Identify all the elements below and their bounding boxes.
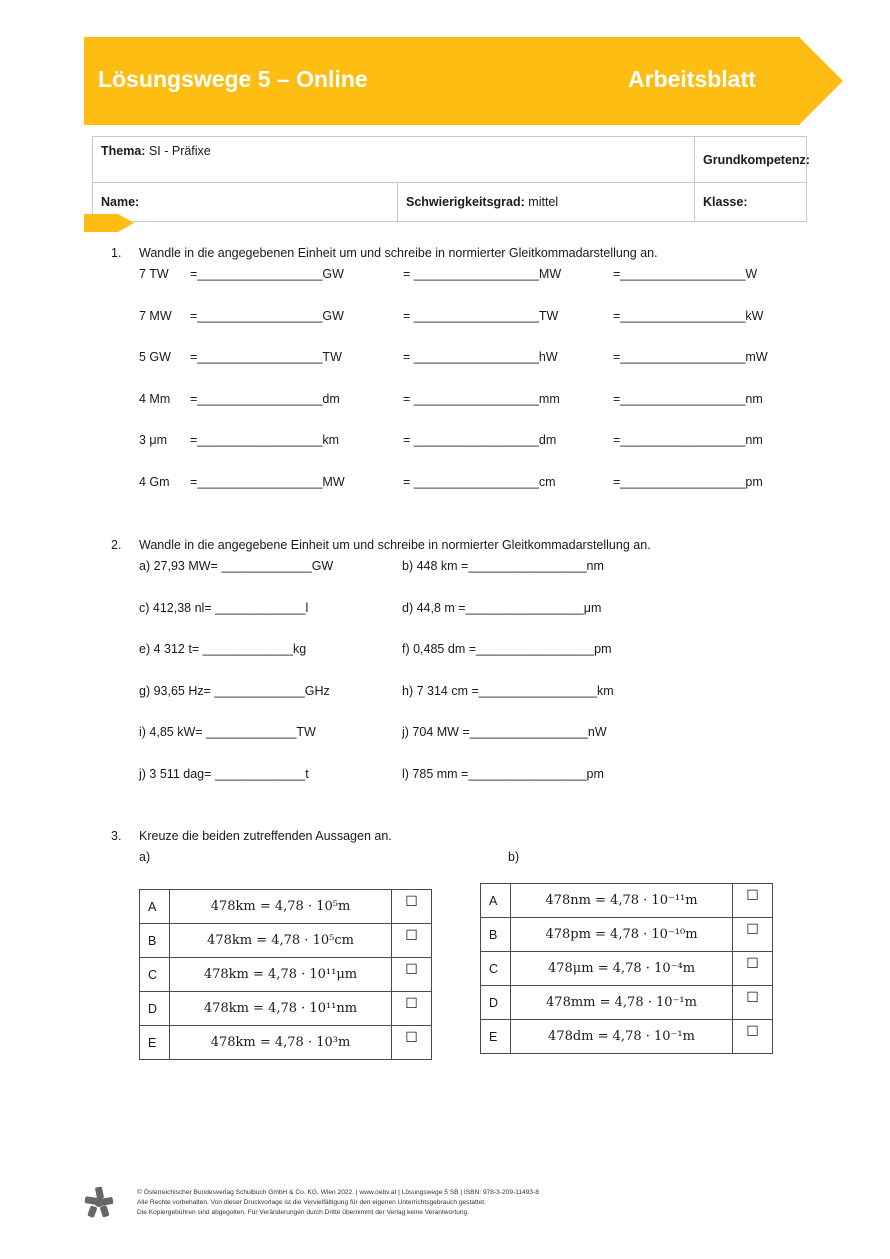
mcq-row xyxy=(481,986,773,1020)
schwierigkeit-cell xyxy=(398,183,695,222)
schwierigkeit-label: Schwierigkeitsgrad: xyxy=(406,195,525,209)
thema-label: Thema: xyxy=(101,144,146,158)
q2-item-left[interactable]: c) 412,38 nl= _____________l xyxy=(139,600,309,615)
klasse-label: Klasse: xyxy=(703,195,748,209)
q1-answer-3[interactable]: =__________________nm xyxy=(613,433,763,448)
mcq-row xyxy=(481,1020,773,1054)
checkbox-icon[interactable]: ☐ xyxy=(733,952,773,986)
checkbox-icon[interactable]: ☐ xyxy=(392,924,432,958)
q2-item-right[interactable]: b) 448 km =_________________nm xyxy=(402,559,604,573)
mcq-letter: D xyxy=(140,992,170,1026)
q2-item-right[interactable]: d) 44,8 m =_________________μm xyxy=(402,600,602,615)
q1-answer-3[interactable]: =__________________nm xyxy=(613,391,763,406)
q2-item-left[interactable]: i) 4,85 kW= _____________TW xyxy=(139,725,316,740)
mcq-letter: B xyxy=(481,918,511,952)
q1-answer-1[interactable]: =__________________GW xyxy=(190,267,344,281)
q3-label-b: b) xyxy=(508,850,520,864)
checkbox-icon[interactable]: ☐ xyxy=(733,918,773,952)
q1-given: 5 GW xyxy=(139,350,171,365)
mcq-letter: E xyxy=(140,1026,170,1060)
checkbox-icon[interactable]: ☐ xyxy=(733,1020,773,1054)
q3-table-b xyxy=(480,883,773,1054)
grundkompetenz-label: Grundkompetenz: xyxy=(703,152,810,167)
q1-answer-3[interactable]: =__________________kW xyxy=(613,308,764,323)
footer-line-3: Die Kopiergebühren sind abgegolten. Für Veränderungen durch Dritte übernimmt der Verlag keine Verantwortung. xyxy=(137,1209,470,1217)
mcq-letter: D xyxy=(481,986,511,1020)
checkbox-icon[interactable]: ☐ xyxy=(392,1026,432,1060)
q1-answer-2[interactable]: = __________________mm xyxy=(403,391,560,406)
q2-item-right[interactable]: j) 704 MW =_________________nW xyxy=(402,725,607,740)
mcq-letter: C xyxy=(140,958,170,992)
q2-item-left[interactable]: e) 4 312 t= _____________kg xyxy=(139,642,307,657)
q1-answer-3[interactable]: =__________________pm xyxy=(613,475,763,489)
mcq-statement: 478km = 4,78 · 10⁵cm xyxy=(170,924,392,958)
mcq-row xyxy=(140,1026,432,1060)
series-title: Lösungswege 5 – Online xyxy=(98,66,368,92)
footer-line-1: © Österreichischer Bundesverlag Schulbuch GmbH & Co. KG, Wien 2022. | www.oebv.at | Lösungswege 5 SB | ISBN: 978-3-209-11493-8 xyxy=(137,1189,539,1196)
q1-number: 1. xyxy=(111,246,122,260)
q1-answer-2[interactable]: = __________________MW xyxy=(403,267,562,281)
q2-item-left[interactable]: a) 27,93 MW= _____________GW xyxy=(139,559,334,573)
schwierigkeit-value: mittel xyxy=(528,195,559,209)
mcq-statement: 478km = 4,78 · 10¹¹μm xyxy=(170,958,392,992)
thema-value: SI - Präfixe xyxy=(148,144,211,158)
mcq-row xyxy=(481,884,773,918)
q3-table-a xyxy=(139,889,432,1060)
mcq-row xyxy=(481,952,773,986)
q2-item-left[interactable]: j) 3 511 dag= _____________t xyxy=(139,767,309,781)
q1-given: 4 Mm xyxy=(139,391,171,406)
checkbox-icon[interactable]: ☐ xyxy=(733,884,773,918)
mcq-statement: 478dm = 4,78 · 10⁻¹m xyxy=(511,1020,733,1054)
q1-given: 3 μm xyxy=(139,433,168,448)
q1-answer-2[interactable]: = __________________hW xyxy=(403,350,558,365)
mcq-letter: C xyxy=(481,952,511,986)
name-cell[interactable] xyxy=(93,183,398,222)
checkbox-icon[interactable]: ☐ xyxy=(392,958,432,992)
footer-copyright xyxy=(137,1188,539,1219)
q1-answer-2[interactable]: = __________________dm xyxy=(403,433,557,448)
thema-cell xyxy=(93,137,695,183)
mcq-letter: E xyxy=(481,1020,511,1054)
q1-answer-2[interactable]: = __________________TW xyxy=(403,308,559,323)
mcq-row xyxy=(140,992,432,1026)
mcq-row xyxy=(140,924,432,958)
q1-given: 7 TW xyxy=(139,267,169,281)
q1-answer-1[interactable]: =__________________km xyxy=(190,433,340,448)
klasse-cell[interactable] xyxy=(695,183,807,222)
footer-line-2: Alle Rechte vorbehalten. Von dieser Druckvorlage ist die Vervielfältigung für den eigenen Unterrichtsgebrauch gestattet. xyxy=(137,1199,486,1207)
q1-given: 4 Gm xyxy=(139,475,170,489)
name-label: Name: xyxy=(101,195,140,209)
q1-answer-1[interactable]: =__________________GW xyxy=(190,308,344,323)
info-table xyxy=(92,136,810,222)
q2-number: 2. xyxy=(111,538,122,552)
q3-number: 3. xyxy=(111,829,122,843)
q2-item-right[interactable]: f) 0,485 dm =_________________pm xyxy=(402,642,612,657)
grundkompetenz-cell[interactable] xyxy=(695,137,810,183)
q1-answer-3[interactable]: =__________________W xyxy=(613,267,758,281)
mcq-row xyxy=(140,890,432,924)
mcq-letter: B xyxy=(140,924,170,958)
q1-answer-2[interactable]: = __________________cm xyxy=(403,475,556,489)
worksheet-title: Arbeitsblatt xyxy=(628,66,756,92)
header-banner-arrow xyxy=(799,37,843,125)
q3-instruction: Kreuze die beiden zutreffenden Aussagen an. xyxy=(139,829,392,843)
mcq-letter: A xyxy=(140,890,170,924)
q1-answer-1[interactable]: =__________________dm xyxy=(190,391,340,406)
mcq-statement: 478pm = 4,78 · 10⁻¹⁰m xyxy=(511,918,733,952)
q1-answer-3[interactable]: =__________________mW xyxy=(613,350,768,365)
section-marker xyxy=(84,214,118,232)
q1-answer-1[interactable]: =__________________TW xyxy=(190,350,342,365)
q2-item-right[interactable]: h) 7 314 cm =_________________km xyxy=(402,683,614,698)
q1-answer-1[interactable]: =__________________MW xyxy=(190,475,345,489)
publisher-logo-icon xyxy=(84,1186,114,1218)
mcq-letter: A xyxy=(481,884,511,918)
mcq-statement: 478μm = 4,78 · 10⁻⁴m xyxy=(511,952,733,986)
q3-label-a: a) xyxy=(139,850,151,864)
q1-given: 7 MW xyxy=(139,308,172,323)
q2-item-right[interactable]: l) 785 mm =_________________pm xyxy=(402,767,604,781)
mcq-statement: 478nm = 4,78 · 10⁻¹¹m xyxy=(511,884,733,918)
mcq-statement: 478km = 4,78 · 10³m xyxy=(170,1026,392,1060)
q1-instruction: Wandle in die angegebenen Einheit um und schreibe in normierter Gleitkommadarstellung an. xyxy=(139,246,658,260)
q2-item-left[interactable]: g) 93,65 Hz= _____________GHz xyxy=(139,683,330,698)
mcq-statement: 478mm = 4,78 · 10⁻¹m xyxy=(511,986,733,1020)
q2-instruction: Wandle in die angegebene Einheit um und schreibe in normierter Gleitkommadarstellung an. xyxy=(139,538,651,552)
mcq-statement: 478km = 4,78 · 10¹¹nm xyxy=(170,992,392,1026)
checkbox-icon[interactable]: ☐ xyxy=(392,992,432,1026)
mcq-row xyxy=(140,958,432,992)
mcq-statement: 478km = 4,78 · 10⁵m xyxy=(170,890,392,924)
checkbox-icon[interactable]: ☐ xyxy=(733,986,773,1020)
checkbox-icon[interactable]: ☐ xyxy=(392,890,432,924)
mcq-row xyxy=(481,918,773,952)
section-marker-arrow xyxy=(118,214,134,232)
